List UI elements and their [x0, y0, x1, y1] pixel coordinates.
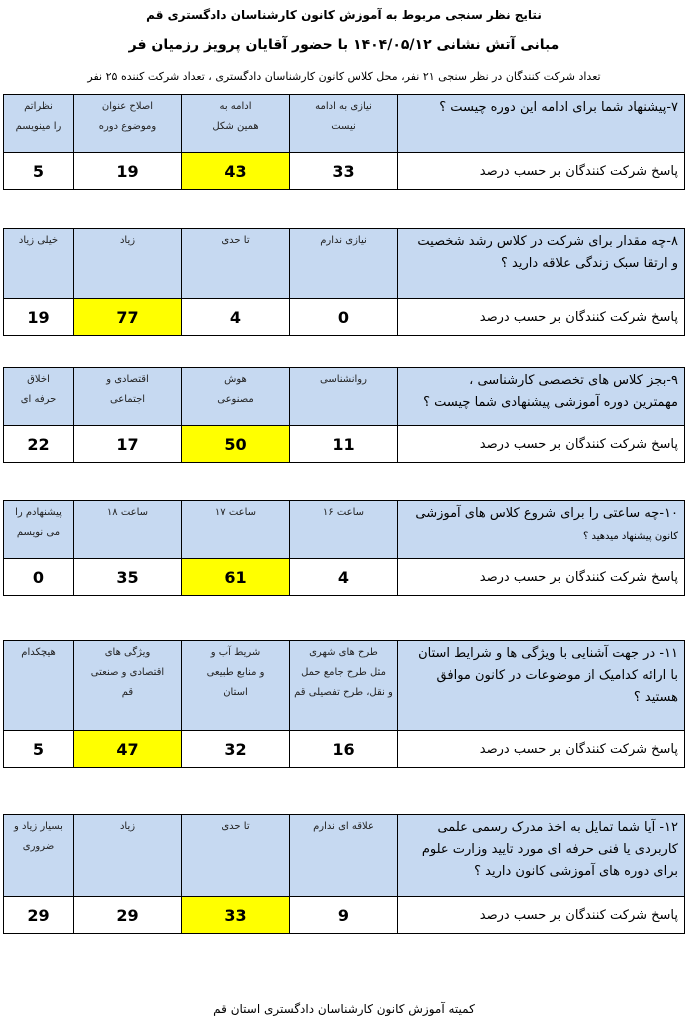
- percent-value: 32: [182, 731, 290, 768]
- percent-value: 0: [290, 299, 398, 336]
- percent-value: 29: [4, 897, 74, 934]
- question-text: ۱۲- آیا شما تمایل به اخذ مدرک رسمی علمی کاربردی یا فنی حرفه ای مورد تایید وزارت علوم برای دوره های آموزشی کانون دارید ؟: [398, 815, 685, 897]
- percent-value: 29: [74, 897, 182, 934]
- values-row: [4, 299, 685, 336]
- response-label: پاسخ شرکت کنندگان بر حسب درصد: [398, 426, 685, 463]
- values-row: [4, 731, 685, 768]
- percent-value-highlighted: 33: [182, 897, 290, 934]
- question-text: ۱۰-چه ساعتی را برای شروع کلاس های آموزشی کانون پیشنهاد میدهید ؟: [398, 501, 685, 559]
- question-table-11: [3, 640, 685, 768]
- option-label: روانشناسی: [290, 368, 398, 426]
- option-label: اخلاق حرفه ای: [4, 368, 74, 426]
- percent-value: 5: [4, 731, 74, 768]
- options-row: [4, 368, 685, 426]
- option-label: هیچکدام: [4, 641, 74, 731]
- question-text: ۹-بجز کلاس های تخصصی کارشناسی ، مهمترین دوره آموزشی پیشنهادی شما چیست ؟: [398, 368, 685, 426]
- percent-value: 9: [290, 897, 398, 934]
- percent-value: 16: [290, 731, 398, 768]
- options-row: [4, 95, 685, 153]
- option-label: علاقه ای ندارم: [290, 815, 398, 897]
- option-label: هوش مصنوعی: [182, 368, 290, 426]
- question-table-9: [3, 367, 685, 463]
- options-row: [4, 641, 685, 731]
- percent-value: 11: [290, 426, 398, 463]
- question-table-10: [3, 500, 685, 596]
- percent-value-highlighted: 50: [182, 426, 290, 463]
- options-row: [4, 229, 685, 299]
- response-label: پاسخ شرکت کنندگان بر حسب درصد: [398, 153, 685, 190]
- option-label: نیازی به ادامه نیست: [290, 95, 398, 153]
- participant-stats: تعداد شرکت کنندگان در نظر سنجی ۲۱ نفر، محل کلاس کانون کارشناسان دادگستری ، تعداد شرکت کننده ۲۵ نفر: [87, 70, 601, 83]
- option-label: ویژگی های اقتصادی و صنعتی قم: [74, 641, 182, 731]
- values-row: [4, 897, 685, 934]
- option-label: نظراتم را مینویسم: [4, 95, 74, 153]
- option-label: تا حدی: [182, 229, 290, 299]
- percent-value: 0: [4, 559, 74, 596]
- values-row: [4, 426, 685, 463]
- response-label: پاسخ شرکت کنندگان بر حسب درصد: [398, 299, 685, 336]
- footer-committee: کمیته آموزش کانون کارشناسان دادگستری استان قم: [213, 1002, 475, 1016]
- option-label: ساعت ۱۸: [74, 501, 182, 559]
- percent-value-highlighted: 43: [182, 153, 290, 190]
- percent-value: 19: [4, 299, 74, 336]
- question-text: ۱۱- در جهت آشنایی با ویژگی ها و شرایط استان با ارائه کدامیک از موضوعات در کانون موافق هستید ؟: [398, 641, 685, 731]
- option-label: بسیار زیاد و ضروری: [4, 815, 74, 897]
- option-label: ساعت ۱۶: [290, 501, 398, 559]
- option-label: شریط آب و و منابع طبیعی استان: [182, 641, 290, 731]
- percent-value: 22: [4, 426, 74, 463]
- question-text: ۸-چه مقدار برای شرکت در کلاس رشد شخصیت و ارتقا سبک زندگی علاقه دارید ؟: [398, 229, 685, 299]
- percent-value: 33: [290, 153, 398, 190]
- question-text-continued: کانون پیشنهاد میدهید ؟: [583, 531, 678, 542]
- option-label: تا حدی: [182, 815, 290, 897]
- option-label: ادامه به همین شکل: [182, 95, 290, 153]
- response-label: پاسخ شرکت کنندگان بر حسب درصد: [398, 897, 685, 934]
- option-label: خیلی زیاد: [4, 229, 74, 299]
- option-label: طرح های شهری مثل طرح جامع حمل و نقل، طرح تفصیلی قم: [290, 641, 398, 731]
- option-label: زیاد: [74, 815, 182, 897]
- option-label: ساعت ۱۷: [182, 501, 290, 559]
- report-title: نتایج نظر سنجی مربوط به آموزش کانون کارشناسان دادگستری قم: [146, 8, 542, 22]
- percent-value: 19: [74, 153, 182, 190]
- option-label: اصلاح عنوان وموضوع دوره: [74, 95, 182, 153]
- percent-value-highlighted: 47: [74, 731, 182, 768]
- option-label: نیازی ندارم: [290, 229, 398, 299]
- percent-value: 4: [290, 559, 398, 596]
- course-info: مبانی آتش نشانی ۱۴۰۴/۰۵/۱۲ با حضور آقایان پرویز رزمیان فر: [128, 37, 560, 53]
- percent-value: 35: [74, 559, 182, 596]
- option-label: زیاد: [74, 229, 182, 299]
- response-label: پاسخ شرکت کنندگان بر حسب درصد: [398, 559, 685, 596]
- options-row: [4, 501, 685, 559]
- percent-value-highlighted: 61: [182, 559, 290, 596]
- values-row: [4, 559, 685, 596]
- question-table-12: [3, 814, 685, 934]
- question-table-7: [3, 94, 685, 190]
- percent-value: 17: [74, 426, 182, 463]
- option-label: پیشنهادم را می نویسم: [4, 501, 74, 559]
- values-row: [4, 153, 685, 190]
- percent-value: 5: [4, 153, 74, 190]
- response-label: پاسخ شرکت کنندگان بر حسب درصد: [398, 731, 685, 768]
- option-label: اقتصادی و اجتماعی: [74, 368, 182, 426]
- question-text: ۷-پیشنهاد شما برای ادامه این دوره چیست ؟: [398, 95, 685, 153]
- question-table-8: [3, 228, 685, 336]
- percent-value-highlighted: 77: [74, 299, 182, 336]
- percent-value: 4: [182, 299, 290, 336]
- options-row: [4, 815, 685, 897]
